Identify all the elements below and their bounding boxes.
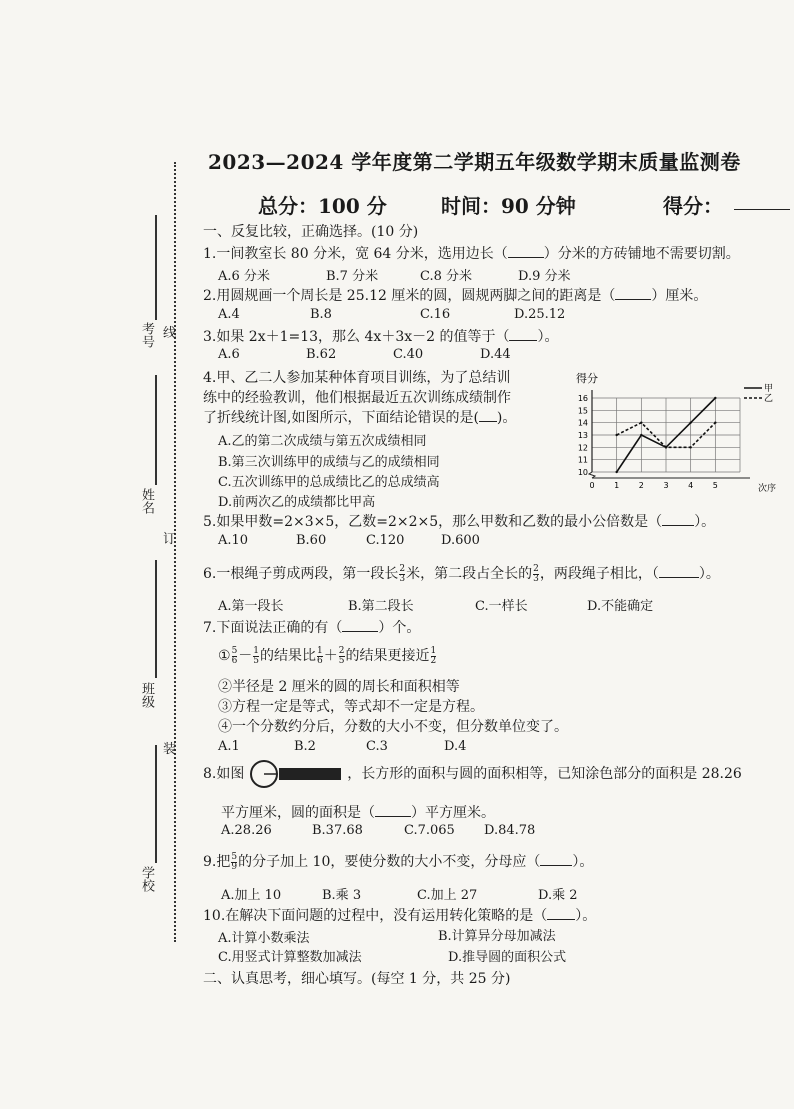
chart-point-0	[640, 434, 642, 436]
chart-point-1	[689, 446, 691, 448]
q9-option-d[interactable]: D.乘 2	[538, 888, 578, 903]
q10-stem: 10.在解决下面问题的过程中，没有运用转化策略的是（ ）。	[203, 908, 597, 924]
chart-y-tick-label: 15	[577, 406, 588, 416]
q1-blank[interactable]	[508, 257, 544, 258]
q3-option-d[interactable]: D.44	[480, 347, 511, 362]
q5-option-b[interactable]: B.60	[296, 533, 327, 548]
score-blank[interactable]	[734, 209, 790, 210]
q9-blank[interactable]	[540, 865, 572, 866]
q9-option-a[interactable]: A.加上 10	[221, 888, 282, 903]
q4-line-chart	[568, 368, 784, 496]
exam-no-label: 考号	[139, 322, 154, 348]
q10-option-d[interactable]: D.推导圆的面积公式	[448, 950, 567, 965]
chart-x-tick-label: 1	[614, 481, 620, 490]
q5-stem: 5.如果甲数=2×3×5，乙数=2×2×5，那么甲数和乙数的最小公倍数是（ ）。	[203, 514, 716, 530]
q2-option-d[interactable]: D.25.12	[514, 307, 566, 322]
chart-y-tick-label: 13	[577, 431, 588, 440]
q7-blank[interactable]	[342, 631, 378, 632]
chart-axis-break	[589, 472, 595, 478]
binding-line	[174, 162, 176, 942]
chart-point-1	[714, 421, 716, 423]
class-label: 班级	[139, 682, 154, 708]
school-blank	[155, 745, 157, 863]
q5-option-c[interactable]: C.120	[366, 533, 405, 548]
chart-point-1	[665, 446, 667, 448]
q5-blank[interactable]	[662, 525, 694, 526]
q7-statement-2: ②半径是 2 厘米的圆的周长和面积相等	[218, 679, 460, 695]
chart-y-tick-label: 12	[577, 443, 588, 453]
q1-option-a[interactable]: A.6 分米	[218, 269, 270, 284]
q6-stem: 6.一根绳子剪成两段，第一段长 $\frac{2}{3}$ 米，第二段占全长的 $\frac{2}{3}$ ，两段绳子相比，（ ）。	[203, 563, 720, 584]
q3-blank[interactable]	[509, 340, 537, 341]
q10-blank[interactable]	[547, 919, 575, 920]
school-label: 学校	[139, 866, 154, 892]
chart-x-tick-label: 0	[589, 481, 595, 490]
binding-char-zhuang: 装	[163, 742, 177, 757]
q8-stem-line1: 8.如图 ，长方形的面积与圆的面积相等，已知涂色部分的面积是 28.26	[203, 759, 742, 789]
q4-blank[interactable]	[479, 421, 497, 422]
q4-option-a[interactable]: A.乙的第二次成绩与第五次成绩相同	[218, 434, 427, 449]
q6-fraction-2: $\frac{2}{3}$	[533, 563, 539, 584]
chart-point-1	[640, 421, 642, 423]
q7-option-a[interactable]: A.1	[218, 739, 240, 754]
q10-option-c[interactable]: C.用竖式计算整数加减法	[218, 950, 362, 965]
total-score: 总分：100 分	[258, 194, 387, 218]
q4-line3: 了折线统计图,如图所示，下面结论错误的是( )。	[203, 410, 517, 426]
chart-y-tick-label: 14	[577, 418, 588, 428]
q8-option-c[interactable]: C.7.065	[404, 823, 455, 838]
chart-legend-label-1: 乙	[764, 394, 774, 404]
chart-x-tick-label: 3	[663, 481, 669, 490]
chart-y-tick-label: 16	[577, 394, 588, 403]
name-blank	[155, 375, 157, 485]
q7-option-d[interactable]: D.4	[444, 739, 467, 754]
q7-option-b[interactable]: B.2	[294, 739, 316, 754]
q4-line1: 4.甲、乙二人参加某种体育项目训练，为了总结训	[203, 370, 511, 386]
q2-blank[interactable]	[615, 299, 651, 300]
q2-option-a[interactable]: A.4	[218, 307, 240, 322]
q8-option-b[interactable]: B.37.68	[312, 823, 363, 838]
chart-x-tick-label: 4	[688, 481, 694, 490]
q1-option-d[interactable]: D.9 分米	[518, 269, 571, 284]
q6-fraction-1: $\frac{2}{3}$	[399, 563, 406, 584]
chart-legend-label-0: 甲	[764, 384, 774, 394]
q2-option-b[interactable]: B.8	[310, 307, 332, 322]
q9-fraction: $\frac{5}{9}$	[231, 851, 238, 872]
chart-xlabel: 次序	[758, 484, 777, 494]
q6-option-a[interactable]: A.第一段长	[218, 599, 284, 614]
chart-x-tick-label: 2	[638, 481, 644, 490]
chart-y-tick-label: 11	[577, 455, 588, 465]
q4-option-b[interactable]: B.第三次训练甲的成绩与乙的成绩相同	[218, 455, 440, 470]
q6-blank[interactable]	[659, 577, 699, 578]
q3-stem: 3.如果 2x＋1=13，那么 4x＋3x－2 的值等于（ ）。	[203, 329, 559, 345]
q7-statement-3: ③方程一定是等式，等式却不一定是方程。	[218, 699, 484, 715]
circle-rectangle-figure	[249, 759, 343, 789]
exam-time: 时间：90 分钟	[441, 194, 576, 218]
binding-char-ding: 订	[163, 532, 177, 547]
q9-stem: 9.把 $\frac{5}{9}$ 的分子加上 10，要使分数的大小不变，分母应（ ）。	[203, 851, 594, 872]
figure-shaded-rectangle	[279, 768, 341, 780]
q8-stem-line2: 平方厘米，圆的面积是（ ）平方厘米。	[221, 805, 495, 821]
q7-statement-1: ① $\frac{5}{6}$ － $\frac{1}{5}$ 的结果比 $\frac{1}{6}$ ＋ $\frac{2}{5}$ 的结果更接近 $\frac{1}{2}$	[218, 645, 437, 666]
class-blank	[155, 560, 157, 678]
score-label: 得分：	[663, 194, 723, 218]
q8-option-d[interactable]: D.84.78	[484, 823, 536, 838]
exam-title: 2023—2024 学年度第二学期五年级数学期末质量监测卷	[208, 150, 741, 174]
q5-option-d[interactable]: D.600	[441, 533, 480, 548]
section2-heading: 二、认真思考，细心填写。(每空 1 分，共 25 分)	[203, 971, 511, 987]
q2-stem: 2.用圆规画一个周长是 25.12 厘米的圆，圆规两脚之间的距离是（ ）厘米。	[203, 288, 708, 304]
chart-point-0	[714, 397, 716, 399]
q8-blank[interactable]	[375, 816, 411, 817]
q2-option-c[interactable]: C.16	[420, 307, 451, 322]
q3-option-a[interactable]: A.6	[218, 347, 240, 362]
chart-point-0	[615, 471, 617, 473]
q10-option-a[interactable]: A.计算小数乘法	[218, 931, 310, 946]
q7-statement-4: ④一个分数约分后，分数的大小不变，但分数单位变了。	[218, 719, 568, 735]
chart-y-tick-label: 10	[577, 468, 588, 477]
q7-option-c[interactable]: C.3	[366, 739, 388, 754]
q4-option-c[interactable]: C.五次训练甲的总成绩比乙的总成绩高	[218, 475, 440, 490]
q1-stem: 1.一间教室长 80 分米，宽 64 分米，选用边长（ ）分米的方砖铺地不需要切割。	[203, 246, 740, 262]
q6-option-c[interactable]: C.一样长	[475, 599, 528, 614]
q3-option-c[interactable]: C.40	[393, 347, 424, 362]
name-label: 姓名	[139, 488, 154, 514]
q4-option-d[interactable]: D.前两次乙的成绩都比甲高	[218, 495, 376, 510]
q3-option-b[interactable]: B.62	[306, 347, 337, 362]
q10-option-b[interactable]: B.计算异分母加减法	[438, 929, 556, 944]
chart-point-0	[689, 421, 691, 423]
q6-option-b[interactable]: B.第二段长	[348, 599, 414, 614]
exam-no-blank	[155, 215, 157, 320]
chart-ylabel: 得分	[576, 372, 598, 385]
section1-heading: 一、反复比较，正确选择。(10 分)	[203, 224, 419, 240]
chart-point-1	[615, 434, 617, 436]
q6-option-d[interactable]: D.不能确定	[587, 599, 654, 614]
q9-option-b[interactable]: B.乘 3	[322, 888, 362, 903]
chart-x-tick-label: 5	[712, 481, 718, 490]
binding-char-xian: 线	[163, 326, 177, 341]
q8-option-a[interactable]: A.28.26	[221, 823, 272, 838]
q1-option-b[interactable]: B.7 分米	[326, 269, 379, 284]
q1-option-c[interactable]: C.8 分米	[420, 269, 473, 284]
q7-stem: 7.下面说法正确的有（ ）个。	[203, 620, 421, 636]
q9-option-c[interactable]: C.加上 27	[417, 888, 478, 903]
q5-option-a[interactable]: A.10	[218, 533, 249, 548]
q4-line2: 练中的经验教训，他们根据最近五次训练成绩制作	[203, 390, 511, 406]
